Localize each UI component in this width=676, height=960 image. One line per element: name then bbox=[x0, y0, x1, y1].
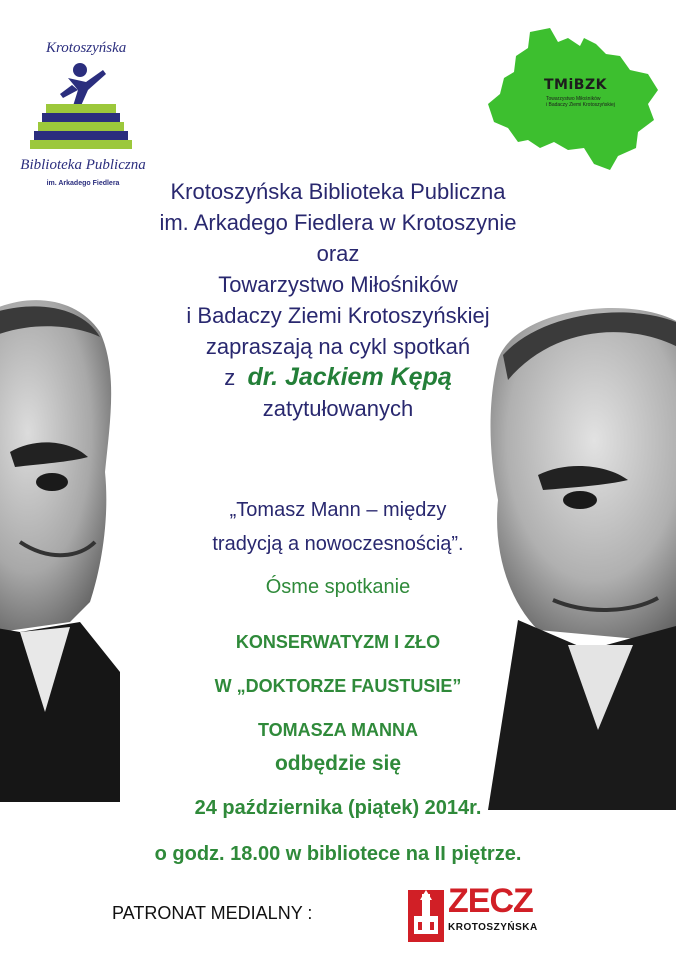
guest-line bbox=[120, 362, 556, 393]
library-logo bbox=[8, 20, 158, 187]
library-logo-subtitle: im. Arkadego Fiedlera bbox=[46, 180, 120, 187]
society-logo-abbr: TMiBZK bbox=[544, 77, 607, 93]
library-logo-name: Biblioteka Publiczna bbox=[20, 157, 146, 173]
organizer-line-4: i Badaczy Ziemi Krotoszyńskiej bbox=[186, 303, 490, 328]
media-patron-label: PATRONAT MEDIALNY : bbox=[112, 903, 313, 923]
titled-line: zatytułowanych bbox=[262, 396, 414, 421]
series-topic-line-2: tradycją a nowoczesnością”. bbox=[212, 533, 464, 555]
invite-line: zapraszają na cykl spotkań bbox=[205, 334, 471, 359]
library-logo-arc-text: Krotoszyńska bbox=[46, 40, 127, 56]
society-logo-name-line1: Towarzystwo Miłośników bbox=[546, 96, 601, 102]
organizer-line-2: im. Arkadego Fiedlera w Krotoszynie bbox=[159, 210, 517, 235]
series-topic-line-1: „Tomasz Mann – między bbox=[229, 499, 447, 521]
portrait-left bbox=[0, 292, 120, 802]
series-topic bbox=[120, 493, 556, 561]
town-hall-icon bbox=[408, 886, 444, 942]
society-logo bbox=[488, 24, 660, 174]
media-logo-word: ZECZ bbox=[448, 882, 533, 920]
organizer-line-3: Towarzystwo Miłośników bbox=[218, 272, 458, 297]
person-on-books-icon bbox=[8, 20, 158, 155]
guest-name: dr. Jackiem Kępą bbox=[247, 363, 452, 391]
media-logo-sub: KROTOSZYŃSKA bbox=[448, 922, 538, 933]
meeting-number: Ósme spotkanie bbox=[265, 576, 411, 598]
lecture-title-line-3: TOMASZA MANNA bbox=[258, 720, 418, 740]
society-logo-full-name bbox=[546, 96, 636, 108]
conjunction-line: oraz bbox=[316, 241, 360, 266]
lecture-title-line-1: KONSERWATYZM I ZŁO bbox=[235, 632, 441, 652]
will-take-place: odbędzie się bbox=[274, 752, 402, 775]
lecture-title-line-2: W „DOKTORZE FAUSTUSIE” bbox=[214, 676, 462, 696]
event-date: 24 października (piątek) 2014r. bbox=[194, 797, 482, 819]
lecture-title bbox=[120, 620, 556, 752]
invitation-text bbox=[120, 176, 556, 424]
organizer-line-1: Krotoszyńska Biblioteka Publiczna bbox=[170, 179, 506, 204]
society-logo-name-line2: i Badaczy Ziemi Krotoszyńskiej bbox=[546, 102, 615, 108]
guest-prefix: z bbox=[224, 365, 236, 390]
media-logo bbox=[408, 882, 568, 942]
event-time-place: o godz. 18.00 w bibliotece na II piętrze. bbox=[154, 843, 522, 865]
